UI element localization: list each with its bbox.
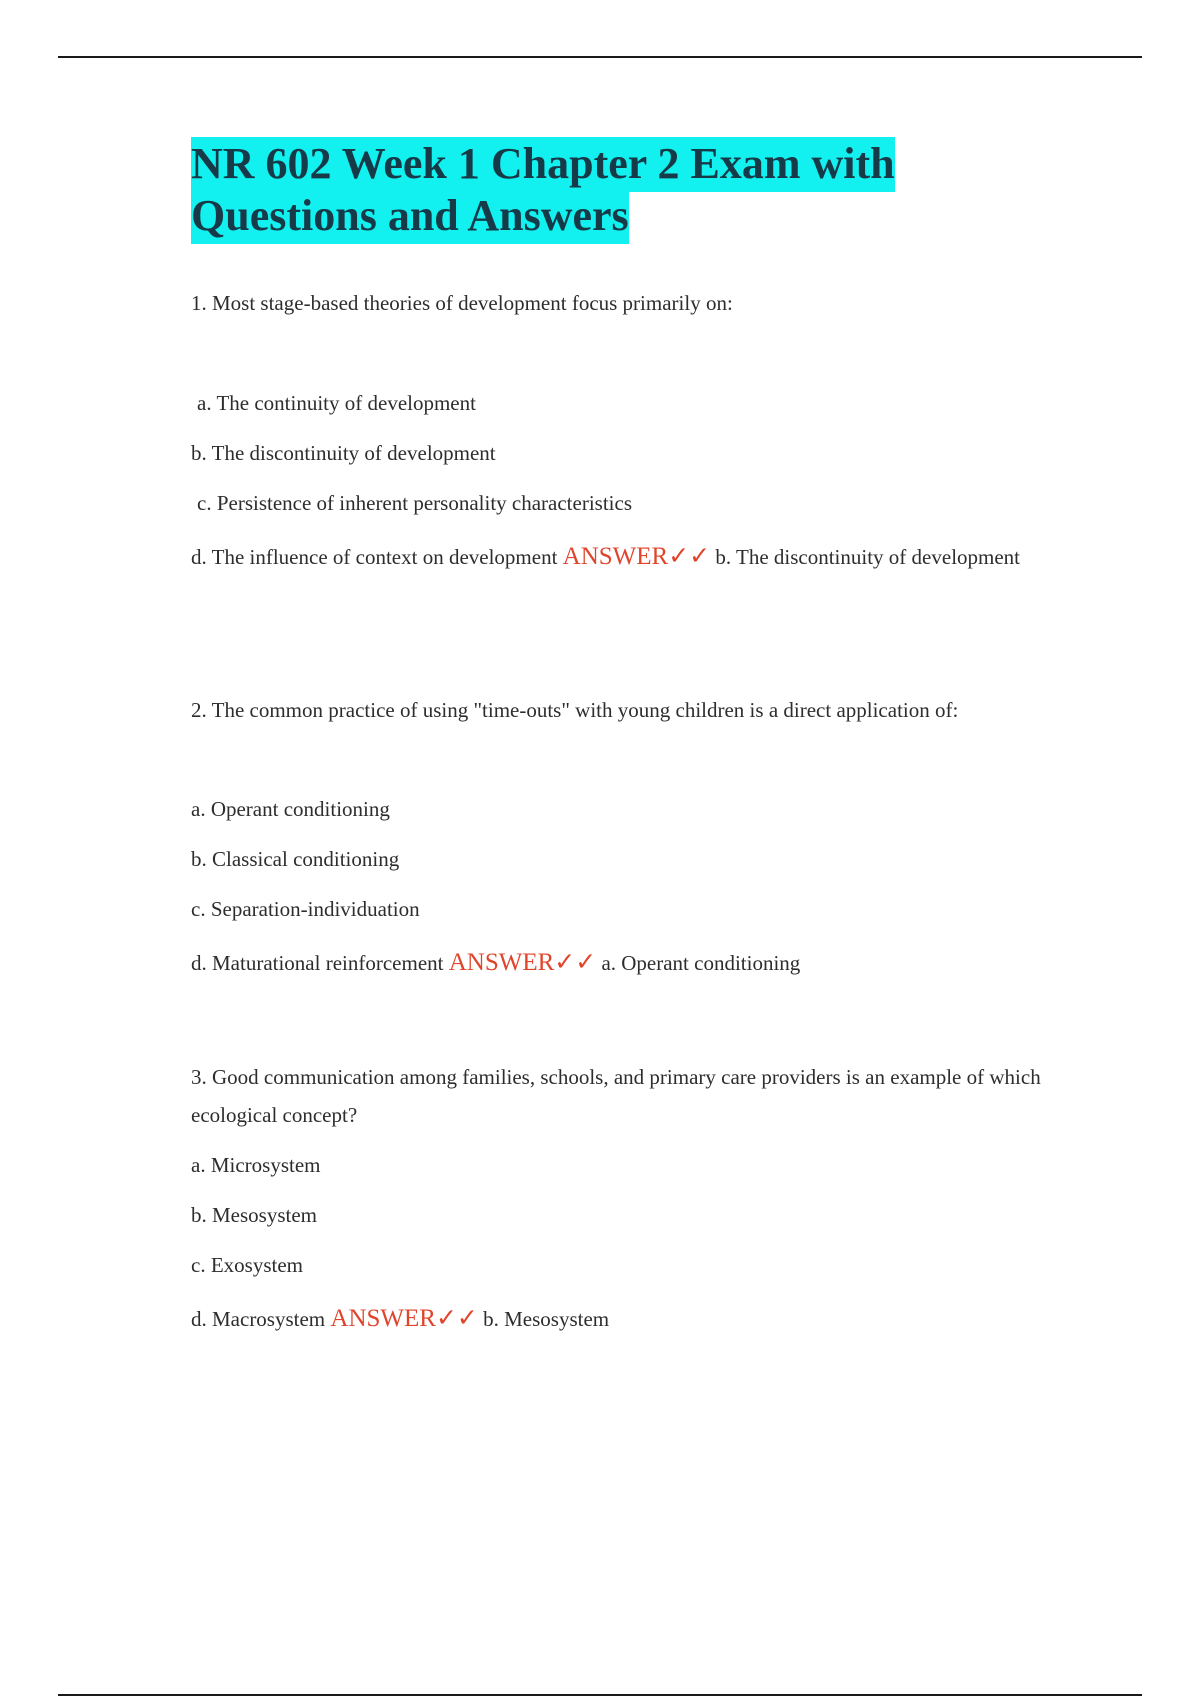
top-rule xyxy=(58,56,1142,58)
document-page xyxy=(191,138,1051,1332)
question-3 xyxy=(191,1058,1051,1354)
option-b: b. Classical conditioning xyxy=(191,847,400,871)
question-text: 1. Most stage-based theories of development focus primarily on: xyxy=(191,291,733,315)
question-text: 2. The common practice of using "time-outs" with young children is a direct application of: xyxy=(191,698,959,722)
option-c: c. Persistence of inherent personality characteristics xyxy=(197,491,632,515)
option-d: d. The influence of context on development xyxy=(191,545,558,569)
option-d-with-answer xyxy=(191,534,1051,580)
question-2 xyxy=(191,691,1051,998)
answer-marker: ANSWER✓✓ xyxy=(448,949,597,976)
option-d: d. Macrosystem xyxy=(191,1307,326,1331)
option-b: b. The discontinuity of development xyxy=(191,441,496,465)
bottom-rule xyxy=(58,1694,1142,1696)
answer-text: b. The discontinuity of development xyxy=(715,545,1021,569)
answer-text: a. Operant conditioning xyxy=(601,951,801,975)
option-c: c. Exosystem xyxy=(191,1253,303,1277)
option-a: a. The continuity of development xyxy=(197,391,476,415)
question-text: 3. Good communication among families, schools, and primary care providers is an example of which ecological concept? xyxy=(191,1065,1041,1127)
option-b: b. Mesosystem xyxy=(191,1203,317,1227)
title-line-2: Questions and Answers xyxy=(191,189,629,244)
option-a: a. Microsystem xyxy=(191,1153,321,1177)
title-line-1: NR 602 Week 1 Chapter 2 Exam with xyxy=(191,137,895,192)
answer-marker: ANSWER✓✓ xyxy=(330,1305,478,1332)
option-a: a. Operant conditioning xyxy=(191,797,390,821)
option-c: c. Separation-individuation xyxy=(191,897,420,921)
option-list xyxy=(191,1146,1051,1342)
option-d: d. Maturational reinforcement xyxy=(191,951,444,975)
answer-text: b. Mesosystem xyxy=(483,1307,610,1331)
question-1 xyxy=(191,284,1051,592)
option-list xyxy=(191,384,1051,580)
answer-marker: ANSWER✓✓ xyxy=(562,543,711,570)
option-list xyxy=(191,790,1051,986)
option-d-with-answer xyxy=(191,1296,1051,1342)
document-title xyxy=(191,138,1051,242)
option-d-with-answer xyxy=(191,940,1051,986)
